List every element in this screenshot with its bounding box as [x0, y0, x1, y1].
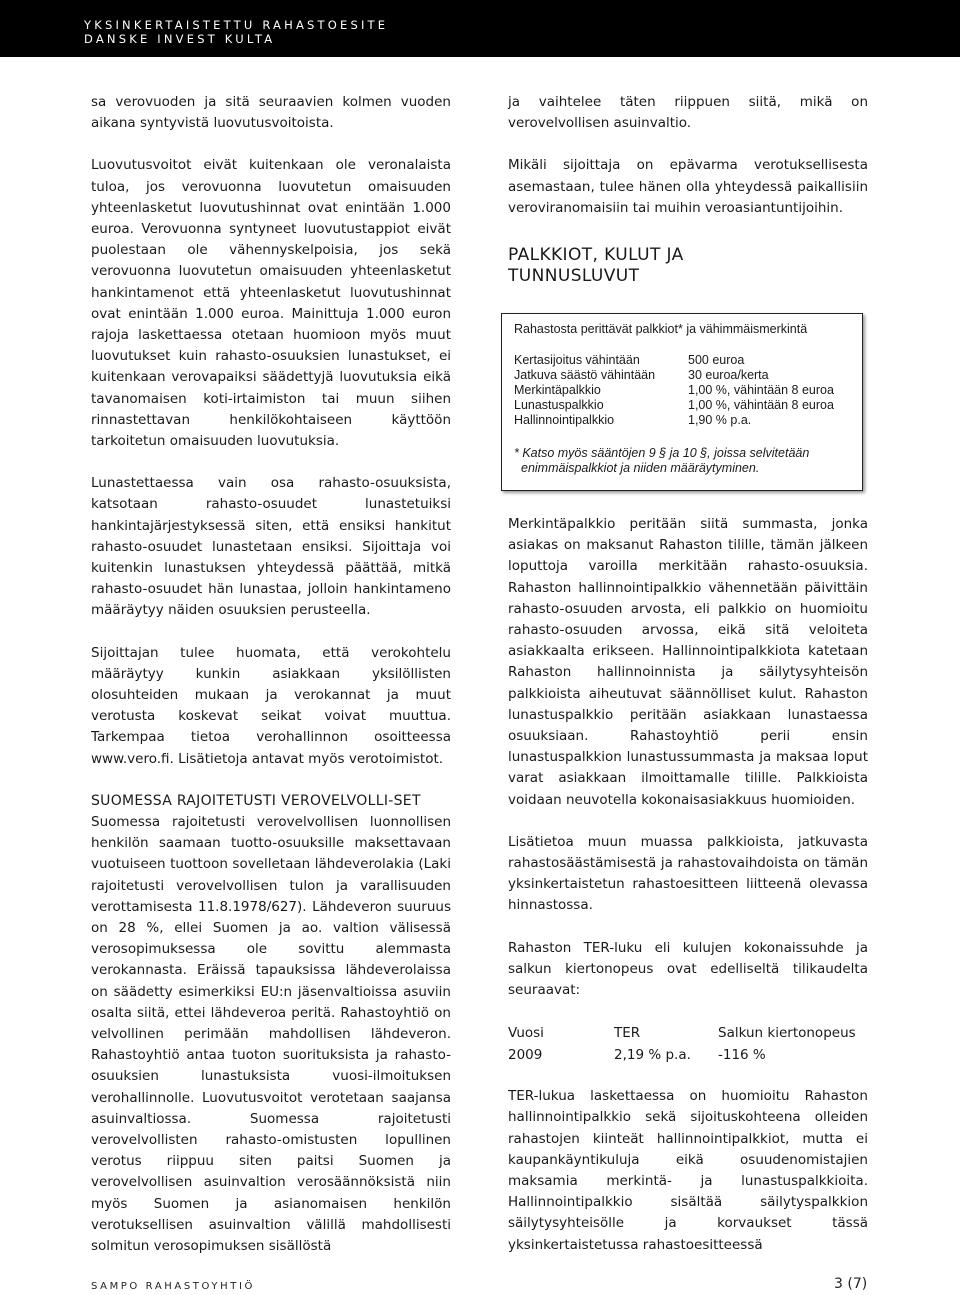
page-number: 3 (7) [834, 1276, 868, 1292]
table-header-cell: Salkun kiertonopeus [718, 1025, 856, 1042]
fee-box [501, 313, 863, 491]
table-header-cell: TER [614, 1025, 641, 1042]
right-column [508, 92, 868, 287]
section-heading-fees [508, 245, 868, 287]
right-paragraph-2: Mikäli sijoittaja on epävarma verotuksellisesta asemastaan, tulee hänen olla yhteydessä paikallisiin veroviranomaisiin tai muihin veroasiantuntijoihin. [508, 157, 868, 216]
left-paragraph-3: Lunastettaessa vain osa rahasto-osuuksista, katsotaan rahasto-osuudet lunastetuiksi hankintajärjestyksessä siten, että ensiksi hankitut rahasto-osuudet lunastetaan ensiksi. Sijoittaja voi kuitenkin lunastuksen yhteydessä päättää, mitkä rahasto-osuudet hän lunastaa, jolloin hankintameno määräytyy näiden osuuksien perusteella. [91, 475, 451, 619]
footer-brand: SAMPO RAHASTOYHTIÖ [91, 1281, 255, 1292]
left-column [91, 92, 451, 1257]
left-paragraph-4: Sijoittajan tulee huomata, että verokohtelu määräytyy kunkin asiakkaan yksilöllisten olosuhteiden mukaan ja verokannat ja muut verotusta koskevat seikat voivat muuttua. Tarkempaa tietoa verohallinnon osoitteessa www.vero.fi. Lisätietoja antavat myös verotoimistot. [91, 644, 451, 767]
fee-box-footnote [514, 446, 844, 476]
fee-box-footnote-line2: enimmäispalkkiot ja niiden määräytyminen. [521, 461, 760, 475]
left-paragraph-1: sa verovuoden ja sitä seuraavien kolmen vuoden aikana syntyvistä luovutusvoitoista. [91, 94, 451, 132]
section-heading-fees-line2: TUNNUSLUVUT [508, 266, 640, 287]
header-band [0, 0, 960, 57]
fee-row-label: Hallinnointipalkkio [514, 413, 615, 427]
left-paragraph-2: Luovutusvoitot eivät kuitenkaan ole veronalaista tuloa, jos verovuonna luovutetun omaisuuden yhteenlasketut luovutushinnat ovat enintään 1.000 euroa. Verovuonna syntyneet luovutustappiot eivät puolestaan ole vähennyskelpoisia, jos sekä verovuonna luovutetun omaisuuden yhteenlasketut hankintamenot että yhteenlasketut luovutushinnat ovat enintään 1.000 euroa. Mainittuja 1.000 euron rajoja laskettaessa otetaan huomioon myös muut luovutukset kuin rahasto-osuuksien lunastukset, ei kuitenkaan verovapaiksi säädettyjä luovutuksia eikä tavanomaisen koti-irtaimiston tai muun siihen rinnastettavan henkilökohtaiseen käyttöön tarkoitetun omaisuuden luovutuksia. [91, 157, 451, 450]
section-heading-nonresidents: SUOMESSA RAJOITETUSTI VEROVELVOLLI-SET [91, 792, 421, 809]
right-paragraph-4: Lisätietoa muun muassa palkkioista, jatkuvasta rahastosäästämisestä ja rahastovaihdoista on tämän yksinkertaistetun rahastoesitteen liitteenä olevassa hinnastossa. [508, 833, 868, 914]
left-paragraph-5: Suomessa rajoitetusti verovelvollisen luonnollisen henkilön saamaan tuotto-osuuksille maksettavaan vuotuiseen tuottoon sovelletaan lähdeverolakia (Laki rajoitetusti verovelvollisen tulon ja varallisuuden verottamisesta 11.8.1978/627). Lähdeveron suuruus on 28 %, ellei Suomen ja ao. valtion välisessä verosopimuksessa ole sovittu alemmasta verokannasta. Eräissä tapauksissa lähdeverolaissa on säädetty esimerkiksi EU:n jäsenvaltioissa asuviin osalta siitä, ettei lähdeveroa peritä. Rahastoyhtiö on velvollinen perimään mahdollisen lähdeveron. Rahastoyhtiö antaa tuoton suorituksista ja rahasto-osuuksien lunastuksista vuosi-ilmoituksen verohallinnolle. Luovutusvoitot verotetaan saajansa asuinvaltiossa. Suomessa rajoitetusti verovelvollisten rahasto-omistusten lopullinen verotus riippuu siten paitsi Suomen ja verovelvollisen asuinvaltion verosäännöksistä niin myös Suomen ja asianomaisen henkilön verotuksellisen asuinvaltion välillä mahdollisesti solmitun verosopimuksen sisällöstä [91, 813, 451, 1254]
fee-row-value: 500 euroa [688, 353, 745, 367]
table-header-row [508, 1022, 856, 1044]
section-heading-fees-line1: PALKKIOT, KULUT JA [508, 245, 684, 266]
right-paragraph-3: Merkintäpalkkio peritään siitä summasta, jonka asiakas on maksanut Rahaston tilille, tämän jälkeen loputtoja varoilla merkitään rahasto-osuuksia. Rahaston hallinnointipalkkio vähennetään päivittäin rahasto-osuuden arvosta, eli palkkio on huomioitu rahasto-osuuden arvossa, eikä sitä veloiteta asiakkaalta erikseen. Hallinnointipalkkiota katetaan Rahaston hallinnoinnista ja säilytysyhteisön palkkioista aiheutuvat säännölliset kulut. Rahaston lunastuspalkkio peritään asiakkaan lunastaessa osuuksiaan. Rahastoyhtiö perii ensin lunastuspalkkion lunastussummasta ja maksaa loput varat asiakkaan ilmoittamalle tilille. Palkkioista voidaan neuvotella kokonaisasiakkuus huomioiden. [508, 516, 868, 808]
right-paragraph-5: Rahaston TER-luku eli kulujen kokonaissuhde ja salkun kiertonopeus ovat edelliseltä tilikaudelta seuraavat: [508, 939, 868, 999]
right-paragraph-1: ja vaihtelee täten riippuen siitä, mikä on verovelvollisen asuinvaltio. [508, 94, 868, 132]
table-row [508, 1044, 856, 1066]
fee-row-label: Merkintäpalkkio [514, 383, 601, 397]
fee-row-value: 30 euroa/kerta [688, 368, 769, 382]
document-title: YKSINKERTAISTETTU RAHASTOESITE [84, 18, 389, 32]
fee-row-label: Kertasijoitus vähintään [514, 353, 640, 367]
fee-row-value: 1,00 %, vähintään 8 euroa [688, 383, 834, 397]
fee-box-title: Rahastosta perittävät palkkiot* ja vähimmäismerkintä [514, 322, 808, 336]
right-paragraph-6: TER-lukua laskettaessa on huomioitu Rahaston hallinnointipalkkio sekä sijoituskohteena olleiden rahastojen kiinteät hallinnointipalkkiot, mutta ei kaupankäyntikuluja eikä osuudenomistajien maksamia merkintä- ja lunastuspalkkioita. Hallinnointipalkkio sisältää säilytyspalkkion säilytysyhteisölle ja korvaukset tässä yksinkertaistetussa rahastoesitteessä [508, 1088, 868, 1253]
table-header-cell: Vuosi [508, 1025, 544, 1042]
right-column-lower [508, 514, 868, 1256]
fee-row-value: 1,90 % p.a. [688, 413, 752, 427]
fee-box-footnote-line1: * Katso myös sääntöjen 9 § ja 10 §, joissa selvitetään [514, 446, 810, 460]
table-cell: 2,19 % p.a. [614, 1047, 691, 1064]
ter-table [508, 1022, 856, 1066]
table-cell: 2009 [508, 1047, 543, 1064]
fee-row-label: Lunastuspalkkio [514, 398, 604, 412]
fund-name: DANSKE INVEST KULTA [84, 32, 276, 46]
table-cell: -116 % [718, 1047, 766, 1064]
fee-row-value: 1,00 %, vähintään 8 euroa [688, 398, 834, 412]
fee-row-label: Jatkuva säästö vähintään [514, 368, 656, 382]
